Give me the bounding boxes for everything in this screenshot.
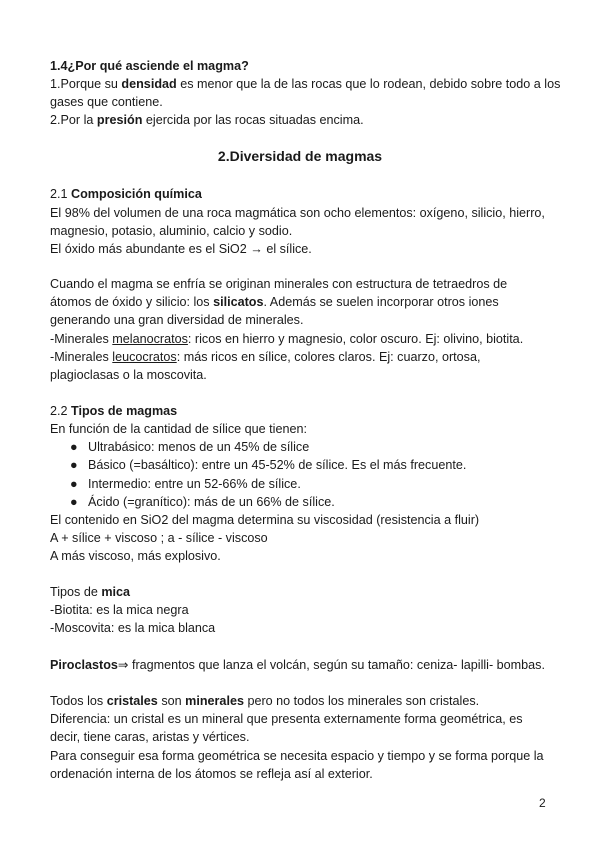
bullet-text: Básico (=basáltico): entre un 45-52% de sílice. Es el más frecuente. <box>88 458 467 472</box>
section-2-heading: 2.Diversidad de magmas <box>217 148 383 164</box>
mica-bold: mica <box>101 585 131 599</box>
s14-line-3 <box>50 112 364 128</box>
s22-num: 2.2 <box>50 404 72 418</box>
section-2-1-title <box>50 186 202 202</box>
mica-text: Tipos de <box>50 585 102 599</box>
cristales-line-1 <box>50 693 479 709</box>
s14-text: ejercida por las rocas situadas encima. <box>142 113 364 127</box>
bullet-item <box>70 494 335 510</box>
cristales-line-2: Diferencia: un cristal es un mineral que presenta externamente forma geométrica, es <box>50 712 523 726</box>
s21-text: átomos de óxido y silicio: los <box>50 295 214 309</box>
piroclastos-text: ⇒ fragmentos que lanza el volcán, según su tamaño: ceniza- lapilli- bombas. <box>117 658 545 672</box>
s21-p2-line-2 <box>50 294 499 310</box>
bullet-dot-icon: ● <box>70 495 78 509</box>
s21-p2-line-1: Cuando el magma se enfría se originan minerales con estructura de tetraedros de <box>50 277 508 291</box>
bullet-dot-icon: ● <box>70 458 78 472</box>
bullet-dot-icon: ● <box>70 477 78 491</box>
s22-title-text: Tipos de magmas <box>71 404 178 418</box>
minerales-bold: minerales <box>185 694 244 708</box>
section-1-4-title: 1.4¿Por qué asciende el magma? <box>50 59 249 73</box>
s22-viscosity-line-1: El contenido en SiO2 del magma determina su viscosidad (resistencia a fluir) <box>50 513 480 527</box>
s22-viscosity-line-3: A más viscoso, más explosivo. <box>50 549 221 563</box>
s21-text: . Además se suelen incorporar otros iones <box>263 295 499 309</box>
bullet-text: Intermedio: entre un 52-66% de sílice. <box>88 477 301 491</box>
s21-line-2: magnesio, potasio, aluminio, calcio y sodio. <box>50 224 293 238</box>
s21-text: -Minerales <box>50 350 113 364</box>
s14-text: es menor que la de las rocas que lo rodean, debido sobre todo a los <box>176 77 561 91</box>
s14-text: 2.Por la <box>50 113 97 127</box>
s21-line-1: El 98% del volumen de una roca magmática son ocho elementos: oxígeno, silicio, hierro, <box>50 206 545 220</box>
cristales-line-3: decir, tiene caras, aristas y vértices. <box>50 730 250 744</box>
cristales-text: son <box>157 694 186 708</box>
bullet-text: Ultrabásico: menos de un 45% de sílice <box>88 440 310 454</box>
section-2-2-title <box>50 403 177 419</box>
bullet-dot-icon: ● <box>70 440 78 454</box>
s21-num: 2.1 <box>50 187 72 201</box>
cristales-bold: cristales <box>106 694 158 708</box>
s21-bold-silicatos: silicatos <box>213 295 264 309</box>
bullet-text: Ácido (=granítico): más de un 66% de sílice. <box>88 495 335 509</box>
bullet-item <box>70 439 309 455</box>
s14-line-2: gases que contiene. <box>50 95 163 109</box>
s21-underlined-leucocratos: leucocratos <box>112 350 177 364</box>
s14-text: 1.Porque su <box>50 77 122 91</box>
s21-text: : ricos en hierro y magnesio, color oscuro. Ej: olivino, biotita. <box>187 332 524 346</box>
s21-title-text: Composición química <box>71 187 202 201</box>
s21-line-3: El óxido más abundante es el SiO2 → el sílice. <box>50 242 312 256</box>
s21-mineral-line-1 <box>50 331 523 347</box>
page-number: 2 <box>539 796 546 810</box>
cristales-line-5: ordenación interna de los átomos se refleja así al exterior. <box>50 767 373 781</box>
bullet-item <box>70 457 466 473</box>
s21-underlined-melanocratos: melanocratos <box>112 332 188 346</box>
piroclastos-line <box>50 657 545 673</box>
mica-line-1: -Biotita: es la mica negra <box>50 603 189 617</box>
s14-bold-densidad: densidad <box>121 77 177 91</box>
s21-text: : más ricos en sílice, colores claros. Ej: cuarzo, ortosa, <box>176 350 481 364</box>
s14-bold-presion: presión <box>96 113 143 127</box>
s21-mineral-line-3: plagioclasas o la moscovita. <box>50 368 207 382</box>
mica-title <box>50 584 130 600</box>
bullet-item <box>70 476 301 492</box>
cristales-text: Todos los <box>50 694 107 708</box>
s22-intro: En función de la cantidad de sílice que tienen: <box>50 422 307 436</box>
piroclastos-bold: Piroclastos <box>50 658 118 672</box>
cristales-text: pero no todos los minerales son cristales. <box>243 694 480 708</box>
s21-p2-line-3: generando una gran diversidad de minerales. <box>50 313 304 327</box>
s21-text: -Minerales <box>50 332 113 346</box>
cristales-line-4: Para conseguir esa forma geométrica se necesita espacio y tiempo y se forma porque la <box>50 749 544 763</box>
s14-line-1 <box>50 76 560 92</box>
s21-mineral-line-2 <box>50 349 480 365</box>
mica-line-2: -Moscovita: es la mica blanca <box>50 621 216 635</box>
s22-viscosity-line-2: A + sílice + viscoso ; a - sílice - viscoso <box>50 531 268 545</box>
